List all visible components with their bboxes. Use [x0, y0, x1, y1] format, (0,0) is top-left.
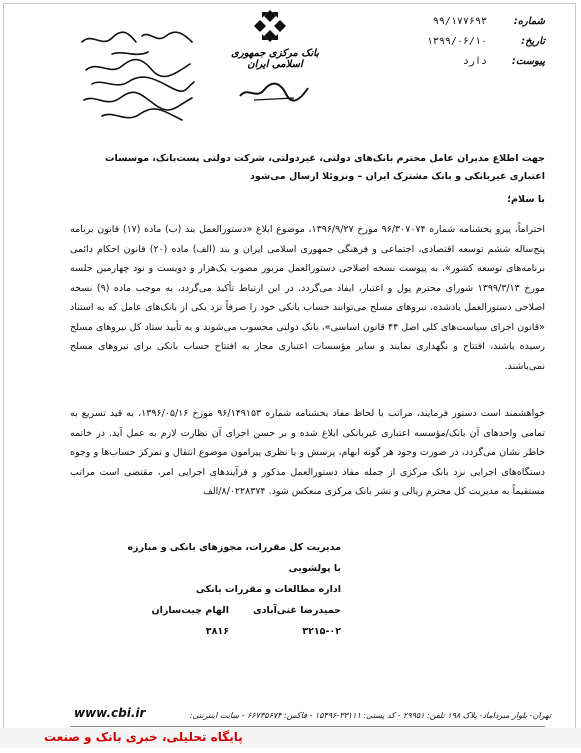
body-paragraph-2: خواهشمند است دستور فرمایند، مراتب با لحاظ مفاد بخشنامه شماره ۹۶/۱۴۹۱۵۳ مورخ ۱۳۹۶/۰۵/۱۶، به قید تسریع به تمامی واحدهای آن بانک/مؤسسه اعتباری غیربانکی ابلاغ شده و بر حسن اجرای آن نظارت لازم به عمل آید. در خاتمه خاطر نشان می‌گردد، در صورت وجود هر گونه ابهام، پرسش و یا نظری پیرامون موضوع انتقال و تمرکز حساب‌ها و وجوه دستگاه‌های اجرایی نزد بانک مرکزی از جمله مفاد دستورالعمل مذکور و فرآیندهای اجرایی امر، مقتضی است مراتب مستقیماً به مدیریت کل محترم ریالی و نشر بانک مرکزی منعکس شود. ۸/۰۲۲۸۳۷۴/الف — [70, 408, 545, 497]
signature-left-name: الهام چیت‌سازان — [151, 605, 229, 616]
meta-date-label: تاریخ: — [521, 36, 545, 47]
recipients-line: جهت اطلاع مدیران عامل محترم بانک‌های دولتی، غیردولتی، شرکت دولتی پست‌بانک، موسسات اعتباری غیربانکی و بانک مشترک ایران – ونزوئلا ارسال می‌شود — [105, 153, 545, 182]
meta-attachment-value: دارد — [462, 56, 487, 67]
handwritten-annotation-icon — [72, 24, 202, 134]
meta-number-value: ۹۹/۱۷۷۶۹۳ — [432, 16, 487, 27]
watermark-bar — [0, 728, 581, 748]
meta-number-row — [375, 12, 545, 32]
footer-address: تهران- بلوار میرداماد- پلاک ۱۹۸ تلفن: ۲۹۹۵۱ - کد پستی: ۳۳۱۱۱-۱۵۴۹۶ - فاکس: ۶۶۷۳۵۶۷۴ - سایت اینترنتی: — [189, 711, 551, 720]
letter-meta — [375, 12, 545, 72]
meta-attachment-row — [375, 52, 545, 72]
meta-date-value: ۱۳۹۹/۰۶/۱۰ — [426, 36, 487, 47]
footer-url[interactable]: www.cbi.ir — [74, 706, 146, 720]
signature-block — [121, 537, 341, 642]
meta-number-label: شماره: — [513, 16, 545, 27]
footer — [70, 706, 551, 720]
signature-extensions — [121, 621, 341, 642]
bank-name: بانک مرکزی جمهوری اسلامی ایران — [231, 48, 319, 70]
signature-names — [121, 600, 341, 621]
signature-left-ext: ۳۸۱۶ — [205, 626, 229, 637]
body-paragraph-1: احتراماً، پیرو بخشنامه شماره ۹۶/۳۰۷۰۷۴ مورخ ۱۳۹۶/۹/۲۷، موضوع ابلاغ «دستورالعمل بند (ب) ماده (۱۷) قانون برنامه پنج‌ساله ششم توسعه اقتصادی، اجتماعی و فرهنگی جمهوری اسلامی ایران و بند (الف) ماده (۲۰) قانون احکام دائمی برنامه‌های توسعه کشور»، به پیوست نسخه اصلاحی دستورالعمل مزبور مصوب یک‌هزار و دویست و نود چهارمین جلسه مورخ ۱۳۹۹/۳/۱۳ شورای محترم پول و اعتبار، ایفاد می‌گردد. در این ارتباط تأکید می‌گردد، به موجب ماده (۹) نسخه اصلاحی دستورالعمل یادشده، نیروهای مسلح می‌توانند حساب بانکی خود را صرفاً نزد یکی از بانک‌های عامل که به استناد «قانون اجرای سیاست‌های کلی اصل ۴۴ قانون اساسی»، بانک دولتی محسوب می‌شوند و به تأیید ستاد کل نیروهای مسلح رسیده باشند، افتتاح و نگهداری نمایند و سایر مؤسسات اعتباری مجاز به افتتاح حساب بانکی برای نیروهای مسلح نمی‌باشند. — [70, 224, 545, 372]
footer-divider — [70, 726, 545, 727]
meta-date-row — [375, 32, 545, 52]
signature-right-ext: ۳۲۱۵-۰۲ — [302, 626, 341, 637]
signature-office: اداره مطالعات و مقررات بانکی — [195, 584, 341, 595]
bank-signature-mark-icon — [234, 78, 314, 106]
signature-right-name: حمیدرضا غنی‌آبادی — [252, 605, 341, 616]
meta-attachment-label: پیوست: — [511, 56, 545, 67]
watermark-text: پایگاه تحلیلی، خبری بانک و صنعت — [44, 730, 243, 744]
salutation: با سلام؛ — [507, 194, 545, 205]
signature-department: مدیریت کل مقررات، مجوزهای بانکی و مبارزه با پولشویی — [127, 542, 341, 574]
